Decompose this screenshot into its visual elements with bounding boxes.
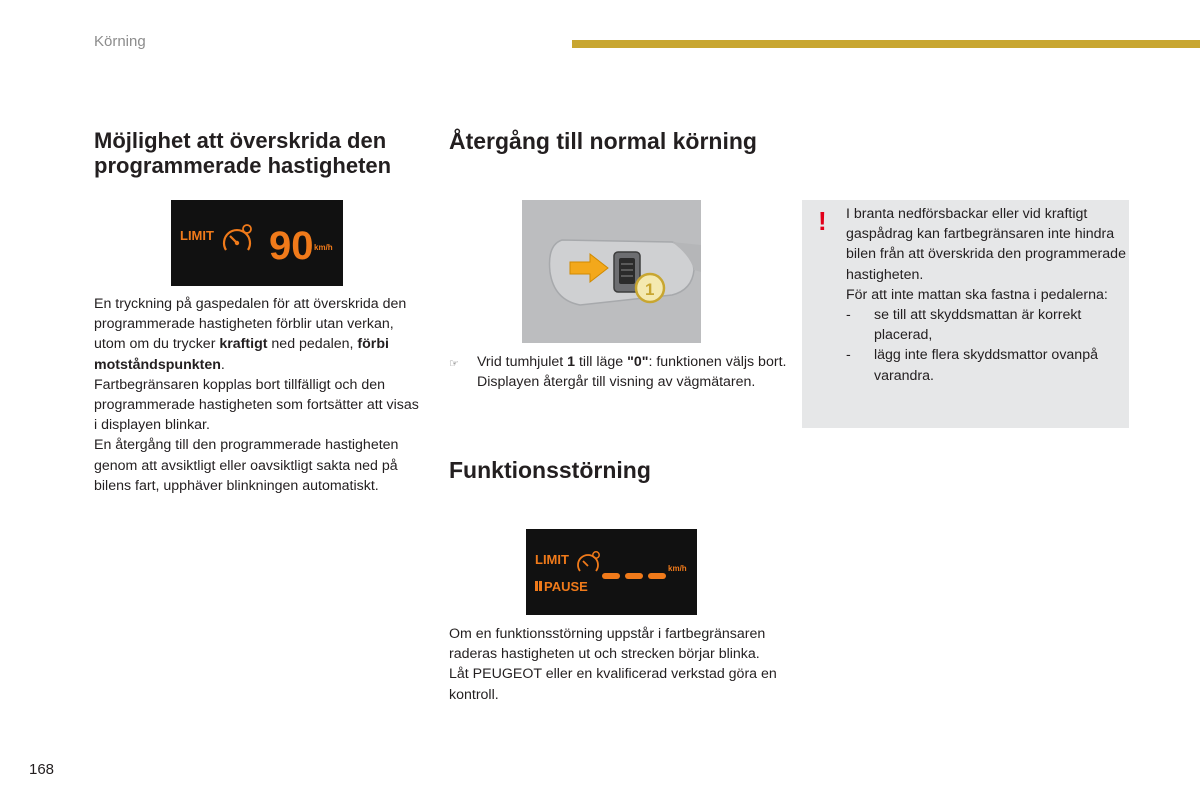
display-unit: km/h [668,564,687,573]
text-run: ned pedalen, [267,336,358,353]
display-unit: km/h [314,243,333,252]
malfunction-paragraph-1: Om en funktionsstörning uppstår i fartbegränsaren raderas hastigheten ut och strecken börjar blinka. [449,626,766,663]
text-bold: 1 [567,354,576,370]
malfunction-text [449,624,789,705]
dash-segment [602,573,620,579]
heading-malfunction: Funktionsstörning [449,457,651,483]
warning-text [846,204,1126,386]
overspeed-paragraph-1 [94,294,424,375]
warning-list-item [846,305,1126,345]
header-accent-bar [572,40,1200,48]
malfunction-paragraph-2: Låt PEUGEOT eller en kvalificerad verkstad göra en kontroll. [449,666,777,703]
warning-box [802,200,1129,428]
text-run: En tryckning på gaspedalen för att överskrida den programmerade hastigheten förblir utan verkan, utom om du trycker [94,296,407,353]
section-title: Körning [94,33,146,50]
thumbwheel-illustration [522,200,701,343]
callout-number-1: 1 [645,280,655,299]
warning-list-item [846,345,1126,385]
overspeed-paragraph-2: Fartbegränsaren kopplas bort tillfälligt och den programmerade hastigheten som fortsätter att visas i displayen blinkar. [94,376,419,434]
instruction-item [449,352,789,392]
dash-segment [648,573,666,579]
text-bold: förbi motståndspunkten [94,336,389,373]
display-limit-label: LIMIT [180,228,214,243]
display-pause-label: PAUSE [544,579,588,594]
warning-item-text: lägg inte flera skyddsmattor ovanpå varandra. [874,347,1098,384]
text-run: till läge [575,354,628,370]
dash-marker: - [846,307,851,324]
normal-driving-text [449,352,789,392]
warning-paragraph-1: I branta nedförsbackar eller vid kraftigt gaspådrag kan fartbegränsaren inte hindra bilen från att överskrida den programmerade hastigheten. [846,206,1126,283]
limit-display-fault [526,529,697,615]
limit-display-90 [171,200,343,286]
heading-overspeed: Möjlighet att överskrida den programmerade hastigheten [94,128,392,178]
text-bold: kraftigt [219,336,268,353]
display-limit-label: LIMIT [535,552,569,567]
speedometer-icon [224,225,251,250]
dash-segment [625,573,643,579]
speedometer-icon [578,552,599,571]
text-run: Vrid tumhjulet [477,354,568,370]
heading-normal-driving: Återgång till normal körning [449,128,757,154]
warning-exclamation-icon: ! [818,206,827,236]
text-run: . [220,356,225,373]
instruction-text [477,352,789,392]
warning-paragraph-2: För att inte mattan ska fastna i pedalerna: [846,286,1108,303]
dash-marker: - [846,347,851,364]
pointing-hand-icon: ☞ [449,358,459,370]
page-number: 168 [29,761,55,778]
display-speed-value: 90 [269,224,314,268]
overspeed-text [94,294,424,496]
overspeed-paragraph-3: En återgång till den programmerade hastigheten genom att avsiktligt eller oavsiktligt sakta ned på bilens fart, upphäver blinkningen automatiskt. [94,437,399,494]
text-run: : funktionen väljs bort. Displayen återgår till visning av vägmätaren. [477,354,787,391]
warning-item-text: se till att skyddsmattan är korrekt placerad, [874,307,1082,344]
text-bold: "0" [627,354,649,370]
